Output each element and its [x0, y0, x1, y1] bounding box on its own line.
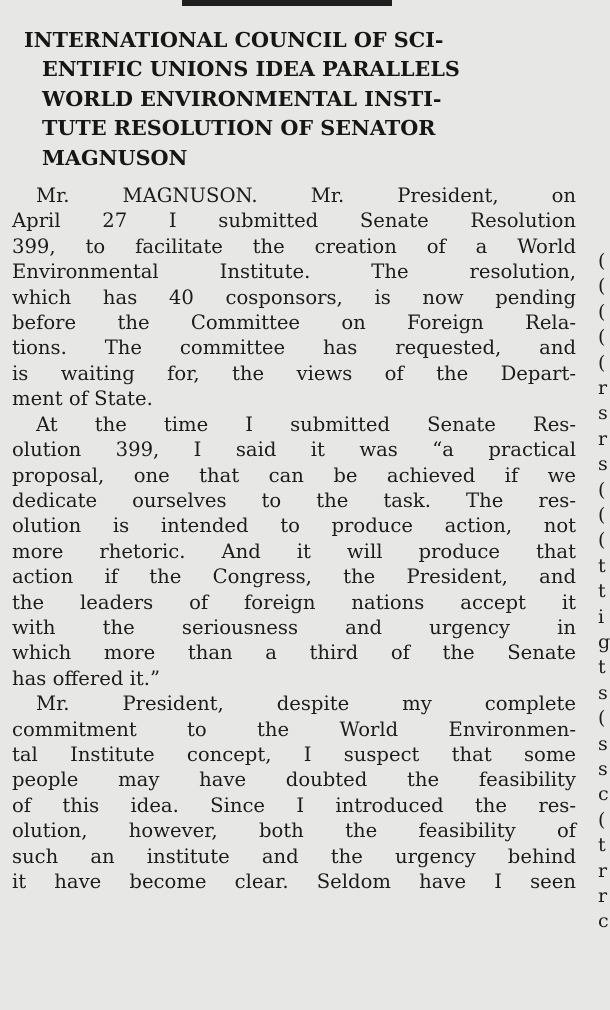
text-line: is waiting for, the views of the Depart-	[12, 361, 576, 385]
edge-glyph: r	[598, 885, 608, 907]
article	[12, 26, 582, 894]
text-line: tal Institute concept, I suspect that some	[12, 742, 576, 766]
edge-glyph: c	[598, 783, 609, 806]
edge-glyph: g	[598, 631, 610, 653]
top-rule	[182, 0, 392, 6]
edge-glyph: (	[598, 351, 606, 374]
edge-glyph: s	[598, 402, 608, 425]
text-line: commitment to the World Environmen-	[12, 717, 576, 741]
edge-glyph: s	[598, 732, 608, 755]
text-line: with the seriousness and urgency in	[12, 615, 576, 639]
edge-glyph: t	[598, 656, 606, 679]
text-line: before the Committee on Foreign Rela-	[12, 311, 576, 335]
text-line: tions. The committee has requested, and	[12, 336, 576, 360]
text-line: more rhetoric. And it will produce that	[12, 539, 576, 563]
edge-glyph: (	[598, 808, 606, 831]
text-line: has offered it.”	[12, 666, 161, 690]
text-line: such an institute and the urgency behind	[12, 844, 576, 868]
text-line: olution, however, both the feasibility of	[12, 819, 576, 843]
text-line: of this idea. Since I introduced the res-	[12, 793, 576, 817]
headline-line: WORLD ENVIRONMENTAL INSTI-	[42, 86, 442, 111]
headline-line: INTERNATIONAL COUNCIL OF SCI-	[24, 28, 444, 52]
text-line: which more than a third of the Senate	[12, 641, 576, 665]
edge-glyph: (	[598, 504, 606, 526]
text-line: it have become clear. Seldom have I seen	[12, 870, 576, 893]
edge-glyph: t	[598, 834, 606, 857]
headline-line: TUTE RESOLUTION OF SENATOR	[42, 116, 436, 141]
edge-glyph: (	[598, 478, 606, 501]
text-line: which has 40 cosponsors, is now pending	[12, 285, 576, 309]
text-line: ment of State.	[12, 387, 153, 411]
adjacent-column-edge	[598, 0, 610, 1010]
text-line: April 27 I submitted Senate Resolution	[12, 209, 576, 233]
edge-glyph: c	[598, 910, 609, 933]
text-line: the leaders of foreign nations accept it	[12, 590, 576, 614]
edge-glyph: t	[598, 554, 606, 577]
article-headline	[12, 26, 582, 173]
edge-glyph: (	[598, 707, 606, 730]
edge-glyph: s	[598, 453, 608, 476]
edge-glyph: (	[598, 529, 606, 552]
text-line: At the time I submitted Senate Res-	[36, 412, 576, 436]
text-line: Mr. MAGNUSON. Mr. President, on	[36, 184, 576, 208]
text-line: Mr. President, despite my complete	[36, 692, 576, 716]
text-line: action if the Congress, the President, and	[12, 565, 576, 589]
text-line: olution is intended to produce action, not	[12, 514, 576, 538]
text-line: olution 399, I said it was “a practical	[12, 438, 576, 462]
headline-line: ENTIFIC UNIONS IDEA PARALLELS	[42, 57, 460, 82]
paragraph-3	[12, 691, 582, 894]
edge-glyph: s	[598, 681, 608, 704]
paragraph-2	[12, 412, 582, 691]
text-line: proposal, one that can be achieved if we	[12, 463, 576, 487]
edge-glyph: r	[598, 859, 608, 882]
edge-glyph: t	[598, 580, 606, 603]
headline-line: MAGNUSON	[42, 145, 188, 170]
edge-glyph: (	[598, 275, 606, 298]
edge-glyph: r	[598, 377, 608, 399]
edge-glyph: (	[598, 326, 606, 349]
edge-glyph: (	[598, 300, 606, 323]
text-line: 399, to facilitate the creation of a World	[12, 234, 576, 258]
edge-glyph: (	[598, 250, 606, 272]
text-line: Environmental Institute. The resolution,	[12, 260, 576, 284]
text-line: dedicate ourselves to the task. The res-	[12, 488, 576, 512]
paragraph-1	[12, 183, 582, 412]
edge-glyph: i	[598, 605, 605, 628]
edge-glyph: s	[598, 758, 608, 780]
edge-glyph: r	[598, 427, 608, 450]
text-line: people may have doubted the feasibility	[12, 768, 576, 792]
